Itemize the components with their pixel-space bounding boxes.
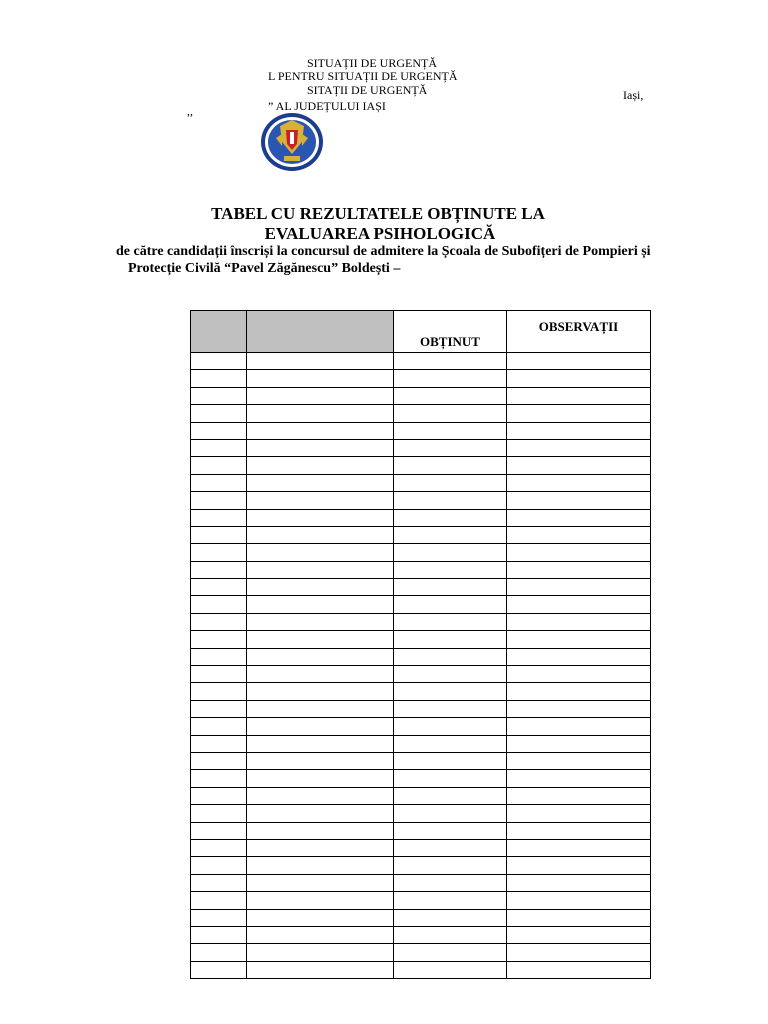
table-cell: [191, 353, 247, 370]
table-cell: [191, 631, 247, 648]
table-row: [191, 700, 651, 717]
table-cell: [394, 857, 507, 874]
table-cell: [507, 839, 651, 856]
table-row: [191, 353, 651, 370]
table-row: [191, 822, 651, 839]
table-cell: [394, 666, 507, 683]
table-cell: [507, 857, 651, 874]
table-cell: [191, 874, 247, 891]
table-row: [191, 439, 651, 456]
table-cell: [394, 439, 507, 456]
table-cell: [394, 492, 507, 509]
table-cell: [507, 387, 651, 404]
table-cell: [191, 370, 247, 387]
table-cell: [507, 700, 651, 717]
subtitle-line-1: de către candidații înscriși la concursul de admitere la Școala de Subofițeri de Pompieri și: [116, 244, 651, 259]
table-cell: [507, 718, 651, 735]
table-cell: [247, 613, 394, 630]
table-row: [191, 944, 651, 961]
table-cell: [191, 492, 247, 509]
table-cell: [394, 874, 507, 891]
table-cell: [394, 405, 507, 422]
table-cell: [507, 579, 651, 596]
table-cell: [191, 735, 247, 752]
table-row: [191, 579, 651, 596]
table-row: [191, 770, 651, 787]
table-row: [191, 683, 651, 700]
table-cell: [191, 579, 247, 596]
table-cell: [507, 596, 651, 613]
table-cell: [507, 405, 651, 422]
table-row: [191, 735, 651, 752]
table-cell: [507, 770, 651, 787]
table-cell: [507, 926, 651, 943]
table-cell: [394, 631, 507, 648]
table-cell: [394, 387, 507, 404]
table-row: [191, 892, 651, 909]
table-cell: [507, 422, 651, 439]
table-cell: [394, 718, 507, 735]
table-cell: [394, 457, 507, 474]
table-row: [191, 370, 651, 387]
table-cell: [247, 596, 394, 613]
table-row: [191, 509, 651, 526]
coat-of-arms-emblem-icon: [260, 112, 324, 172]
table-cell: [247, 909, 394, 926]
table-cell: [191, 526, 247, 543]
column-header-number: [191, 311, 247, 353]
table-cell: [191, 666, 247, 683]
table-row: [191, 839, 651, 856]
table-cell: [191, 770, 247, 787]
table-cell: [394, 770, 507, 787]
table-cell: [247, 509, 394, 526]
table-cell: [507, 961, 651, 978]
table-cell: [247, 805, 394, 822]
table-cell: [191, 544, 247, 561]
column-header-obtinut: OBȚINUT: [394, 311, 507, 353]
table-cell: [394, 944, 507, 961]
table-cell: [507, 909, 651, 926]
table-cell: [507, 613, 651, 630]
table-row: [191, 387, 651, 404]
table-cell: [247, 544, 394, 561]
table-cell: [507, 492, 651, 509]
table-cell: [247, 561, 394, 578]
table-cell: [191, 422, 247, 439]
table-row: [191, 648, 651, 665]
table-cell: [191, 596, 247, 613]
table-row: [191, 926, 651, 943]
table-cell: [247, 526, 394, 543]
table-cell: [247, 857, 394, 874]
table-cell: [507, 787, 651, 804]
table-cell: [394, 805, 507, 822]
table-row: [191, 474, 651, 491]
table-cell: [191, 805, 247, 822]
table-cell: [394, 526, 507, 543]
table-cell: [191, 718, 247, 735]
table-cell: [507, 457, 651, 474]
table-header-row: [191, 311, 651, 353]
table-cell: [191, 405, 247, 422]
table-cell: [247, 631, 394, 648]
table-cell: [247, 839, 394, 856]
table-cell: [394, 700, 507, 717]
table-cell: [394, 648, 507, 665]
table-cell: [191, 439, 247, 456]
table-cell: [394, 909, 507, 926]
table-cell: [394, 822, 507, 839]
table-cell: [191, 613, 247, 630]
table-cell: [394, 926, 507, 943]
table-cell: [191, 926, 247, 943]
table-cell: [191, 892, 247, 909]
document-title-line-1: TABEL CU REZULTATELE OBȚINUTE LA: [211, 204, 545, 223]
table-row: [191, 961, 651, 978]
table-cell: [394, 370, 507, 387]
document-title-line-2: EVALUAREA PSIHOLOGICĂ: [264, 224, 496, 243]
table-cell: [507, 944, 651, 961]
table-cell: [247, 892, 394, 909]
table-cell: [394, 561, 507, 578]
table-row: [191, 718, 651, 735]
table-row: [191, 631, 651, 648]
table-cell: [247, 422, 394, 439]
table-cell: [191, 457, 247, 474]
table-row: [191, 857, 651, 874]
table-cell: [394, 422, 507, 439]
table-cell: [247, 683, 394, 700]
table-cell: [247, 752, 394, 769]
table-cell: [191, 961, 247, 978]
table-row: [191, 526, 651, 543]
table-cell: [191, 839, 247, 856]
quote-mark: ,,: [187, 104, 193, 118]
table-row: [191, 561, 651, 578]
table-cell: [247, 944, 394, 961]
table-row: [191, 787, 651, 804]
table-cell: [507, 370, 651, 387]
table-cell: [394, 961, 507, 978]
table-cell: [247, 822, 394, 839]
header-line-1: SITUAȚII DE URGENȚĂ: [307, 56, 437, 70]
table-row: [191, 596, 651, 613]
table-cell: [394, 752, 507, 769]
table-cell: [507, 683, 651, 700]
table-cell: [507, 805, 651, 822]
table-cell: [507, 666, 651, 683]
table-cell: [247, 457, 394, 474]
table-cell: [191, 648, 247, 665]
table-cell: [394, 892, 507, 909]
table-cell: [394, 353, 507, 370]
table-cell: [394, 579, 507, 596]
table-row: [191, 909, 651, 926]
table-cell: [191, 944, 247, 961]
table-cell: [394, 596, 507, 613]
subtitle-line-2: Protecție Civilă “Pavel Zăgănescu” Boldești –: [128, 261, 401, 276]
table-cell: [394, 683, 507, 700]
table-cell: [394, 474, 507, 491]
table-cell: [247, 874, 394, 891]
table-cell: [507, 648, 651, 665]
table-cell: [394, 735, 507, 752]
table-cell: [191, 822, 247, 839]
table-row: [191, 492, 651, 509]
table-cell: [247, 474, 394, 491]
table-cell: [394, 613, 507, 630]
table-cell: [191, 474, 247, 491]
table-cell: [247, 770, 394, 787]
table-cell: [507, 353, 651, 370]
table-cell: [247, 439, 394, 456]
column-header-name: [247, 311, 394, 353]
table-cell: [191, 909, 247, 926]
table-cell: [191, 752, 247, 769]
table-row: [191, 752, 651, 769]
table-cell: [507, 509, 651, 526]
table-body: [191, 353, 651, 979]
table-cell: [507, 892, 651, 909]
place-label: Iași,: [623, 88, 644, 102]
table-cell: [507, 631, 651, 648]
table-cell: [394, 787, 507, 804]
table-cell: [247, 579, 394, 596]
table-cell: [247, 735, 394, 752]
table-cell: [507, 874, 651, 891]
table-cell: [394, 544, 507, 561]
table-row: [191, 874, 651, 891]
header-line-4: ” AL JUDEȚULUI IAȘI: [268, 99, 386, 113]
table-cell: [247, 666, 394, 683]
table-row: [191, 805, 651, 822]
header-line-2: L PENTRU SITUAȚII DE URGENȚĂ: [268, 69, 458, 83]
header-line-3: SITAȚII DE URGENȚĂ: [307, 83, 428, 97]
table-cell: [247, 926, 394, 943]
table-cell: [507, 474, 651, 491]
table-row: [191, 422, 651, 439]
table-cell: [247, 387, 394, 404]
table-cell: [191, 561, 247, 578]
table-cell: [191, 700, 247, 717]
table-cell: [394, 509, 507, 526]
table-cell: [247, 700, 394, 717]
table-cell: [191, 387, 247, 404]
table-cell: [191, 683, 247, 700]
table-cell: [247, 961, 394, 978]
table-cell: [507, 752, 651, 769]
table-row: [191, 544, 651, 561]
table-cell: [507, 544, 651, 561]
table-cell: [247, 405, 394, 422]
table-cell: [191, 787, 247, 804]
table-cell: [247, 718, 394, 735]
table-cell: [247, 370, 394, 387]
table-cell: [247, 787, 394, 804]
table-row: [191, 666, 651, 683]
table-cell: [507, 822, 651, 839]
table-row: [191, 457, 651, 474]
table-row: [191, 405, 651, 422]
table-row: [191, 613, 651, 630]
table-cell: [507, 561, 651, 578]
table-cell: [394, 839, 507, 856]
table-cell: [247, 492, 394, 509]
table-cell: [507, 735, 651, 752]
table-cell: [191, 857, 247, 874]
table-cell: [247, 648, 394, 665]
table-cell: [507, 526, 651, 543]
column-header-observatii: OBSERVAȚII: [507, 311, 651, 353]
table-cell: [247, 353, 394, 370]
results-table: [190, 310, 651, 979]
table-cell: [191, 509, 247, 526]
table-cell: [507, 439, 651, 456]
